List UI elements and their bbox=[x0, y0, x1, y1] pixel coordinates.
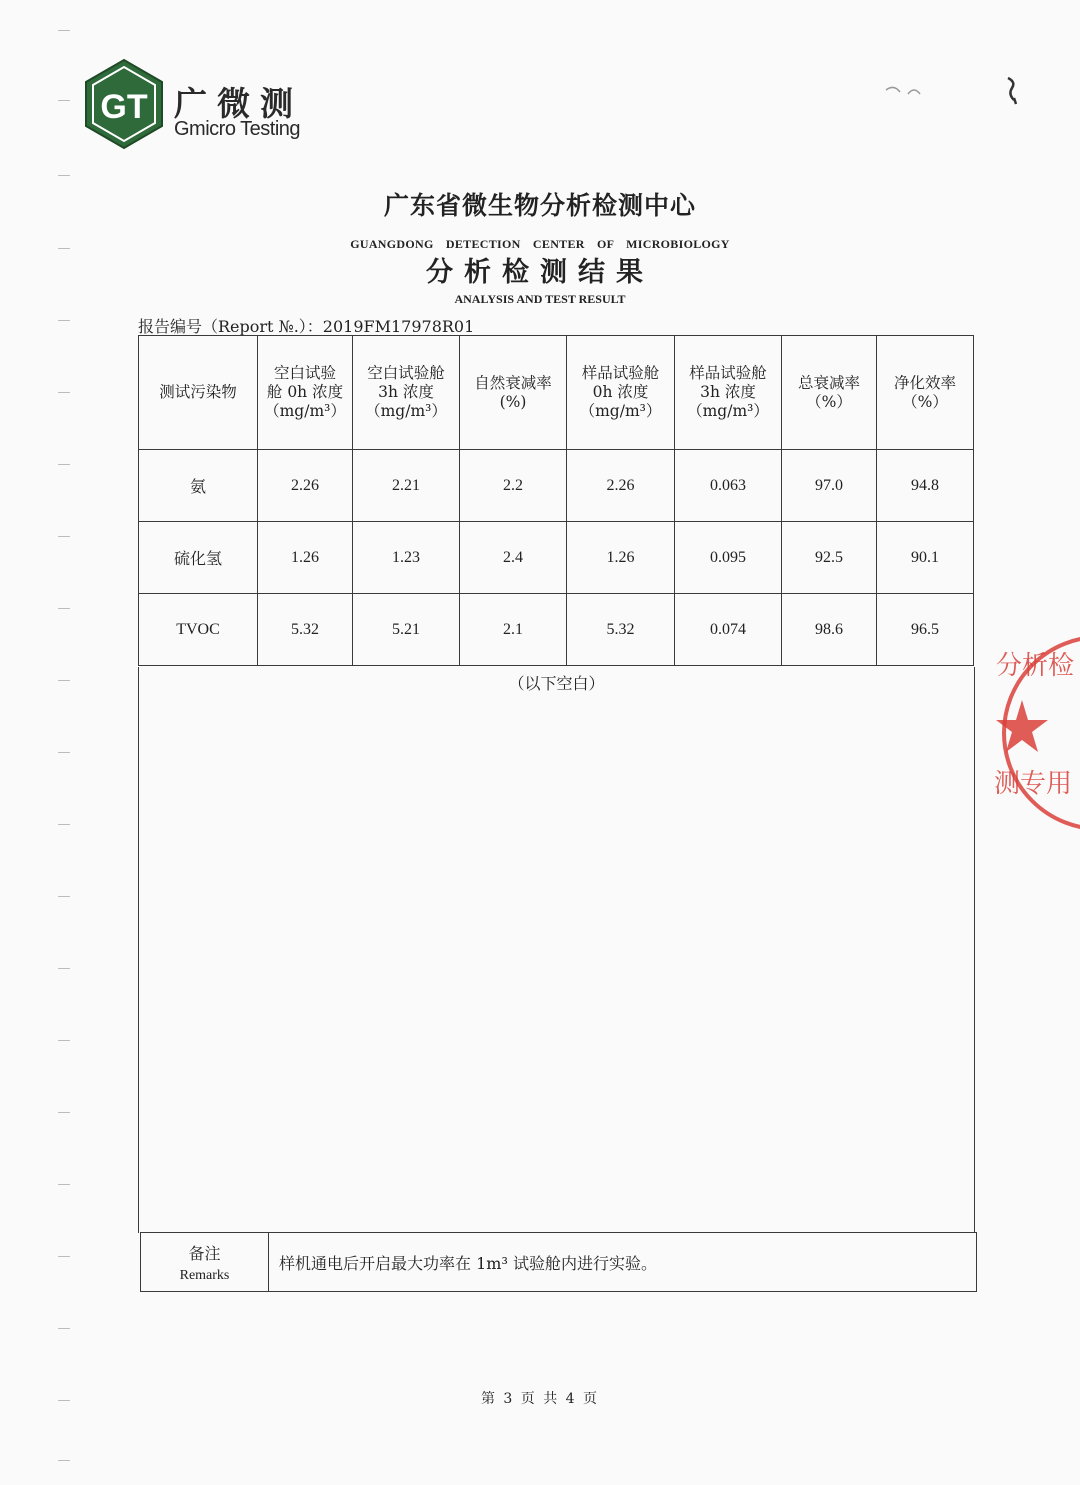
column-header: 测试污染物 bbox=[139, 336, 258, 450]
remarks-table bbox=[140, 1232, 977, 1292]
logo-chinese-name: 广微测 bbox=[174, 84, 303, 123]
table-cell: 97.0 bbox=[782, 450, 877, 522]
table-cell: 2.4 bbox=[460, 522, 567, 594]
column-header: 净化效率 （%） bbox=[877, 336, 974, 450]
table-cell: 2.26 bbox=[567, 450, 675, 522]
table-cell: 1.23 bbox=[353, 522, 460, 594]
table-cell: 1.26 bbox=[258, 522, 353, 594]
results-table bbox=[138, 335, 974, 666]
organization-name-en: GUANGDONG DETECTION CENTER OF MICROBIOLOGY bbox=[350, 237, 730, 251]
table-cell: 96.5 bbox=[877, 594, 974, 666]
faint-signature-mark bbox=[878, 72, 1028, 112]
organization-name-cn: 广东省微生物分析检测中心 bbox=[383, 191, 696, 220]
table-cell: 5.32 bbox=[258, 594, 353, 666]
table-cell: 0.095 bbox=[675, 522, 782, 594]
remarks-text: 样机通电后开启最大功率在 1m³ 试验舱内进行实验。 bbox=[269, 1233, 977, 1292]
logo-english-name: Gmicro Testing bbox=[174, 118, 301, 140]
report-number: 报告编号（Report №.）：2019FM17978R01 bbox=[138, 317, 475, 336]
blank-below-note: （以下空白） bbox=[508, 674, 605, 693]
table-row bbox=[139, 450, 974, 522]
table-cell: 5.21 bbox=[353, 594, 460, 666]
remarks-label-en: Remarks bbox=[179, 1267, 230, 1283]
table-cell: 2.21 bbox=[353, 450, 460, 522]
table-cell: 1.26 bbox=[567, 522, 675, 594]
page-number: 第 3 页 共 4 页 bbox=[480, 1391, 600, 1407]
official-seal-icon bbox=[992, 628, 1080, 838]
blank-area bbox=[138, 667, 975, 1233]
table-cell: 2.2 bbox=[460, 450, 567, 522]
column-header: 样品试验舱 3h 浓度 （mg/m³） bbox=[675, 336, 782, 450]
table-cell: 92.5 bbox=[782, 522, 877, 594]
table-cell: 0.074 bbox=[675, 594, 782, 666]
table-cell: 硫化氢 bbox=[139, 522, 258, 594]
table-cell: 0.063 bbox=[675, 450, 782, 522]
table-header-row bbox=[139, 336, 974, 450]
column-header: 自然衰减率 (%) bbox=[460, 336, 567, 450]
table-cell: 5.32 bbox=[567, 594, 675, 666]
table-cell: TVOC bbox=[139, 594, 258, 666]
table-row bbox=[139, 594, 974, 666]
table-cell: 氨 bbox=[139, 450, 258, 522]
remarks-label bbox=[141, 1233, 269, 1292]
table-cell: 98.6 bbox=[782, 594, 877, 666]
gt-logo-icon bbox=[84, 58, 164, 150]
column-header: 样品试验舱 0h 浓度 （mg/m³） bbox=[567, 336, 675, 450]
document-title-cn: 分析检测结果 bbox=[426, 257, 654, 288]
column-header: 空白试验舱 3h 浓度 （mg/m³） bbox=[353, 336, 460, 450]
logo-letters: GT bbox=[100, 88, 148, 126]
seal-text-bottom: 测专用 bbox=[994, 769, 1073, 799]
table-cell: 2.26 bbox=[258, 450, 353, 522]
table-cell: 2.1 bbox=[460, 594, 567, 666]
column-header: 总衰减率 （%） bbox=[782, 336, 877, 450]
column-header: 空白试验 舱 0h 浓度 （mg/m³） bbox=[258, 336, 353, 450]
seal-text-top: 分析检 bbox=[996, 651, 1075, 681]
table-row bbox=[139, 522, 974, 594]
table-cell: 90.1 bbox=[877, 522, 974, 594]
document-title-en: ANALYSIS AND TEST RESULT bbox=[454, 292, 626, 306]
remarks-row bbox=[141, 1233, 977, 1292]
table-cell: 94.8 bbox=[877, 450, 974, 522]
remarks-label-cn: 备注 bbox=[188, 1243, 221, 1263]
